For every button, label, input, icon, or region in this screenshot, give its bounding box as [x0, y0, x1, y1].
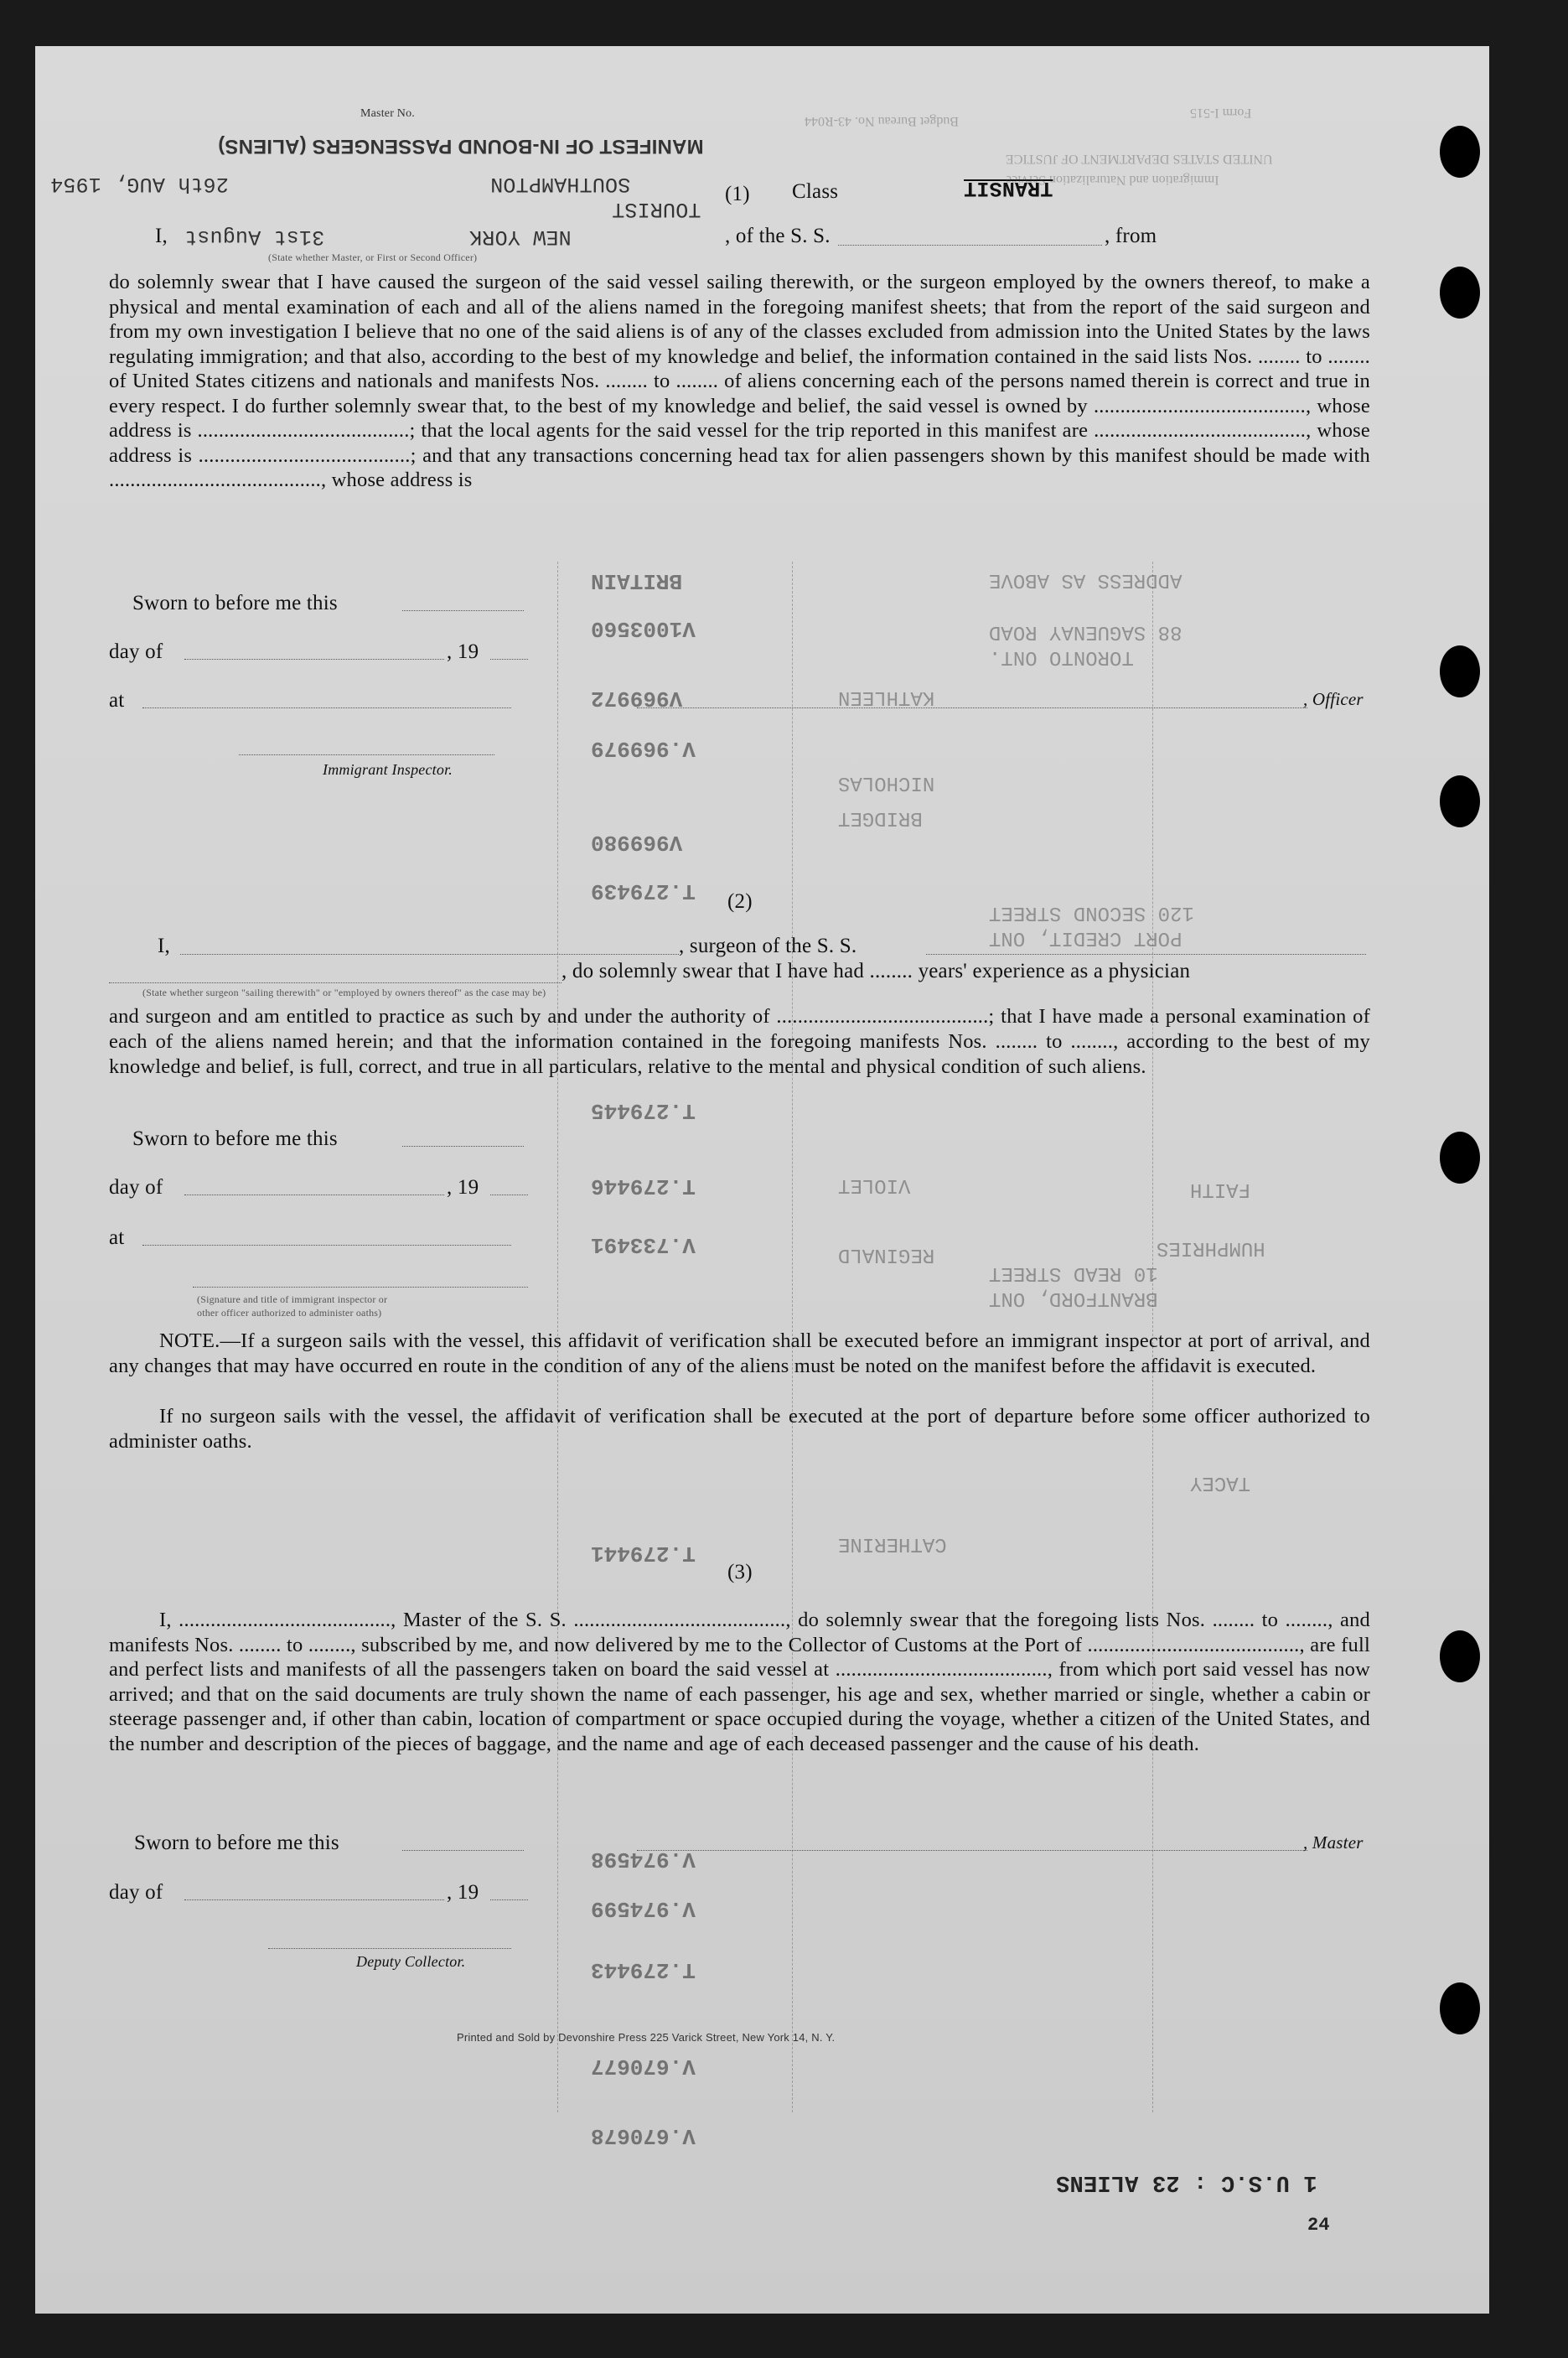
affidavit1-body: do solemnly swear that I have caused the surgeon of the said vessel sailing therewith, or the surgeon employed by the owners thereof, to make a physical and mental examination of each and all of the aliens named in the foregoing manifest sheets; that from the report of the said surgeon and from my own investigation I believe that no one of the said aliens is of any of the classes excluded from admission into the United States by the laws regulating immigration; and that also, according to the best of my knowledge and belief, the information contained in the said lists Nos. ........ to ........ of United States citizens and nationals and manifests Nos. ........ to ........ of aliens concerning each of the persons named therein is correct and true in every respect. I do further solemnly swear that, to the best of my knowledge and belief, the said vessel is owned by ........................................, whose address is ........................................; that the local agents for the said vessel for the trip reported in this manifest are ........................................, whose address is ........................................; and that any transactions concerning head tax for alien passengers shown by this manifest should be made with ........................................, whose address is	[109, 271, 1370, 491]
service-name: Immigration and Naturalization Service	[1006, 173, 1219, 187]
punch-hole	[1440, 775, 1480, 827]
stamp-date: 31st August	[184, 225, 325, 249]
at-field-2	[142, 1245, 511, 1246]
bleed-text: NICHOLAS	[838, 771, 935, 794]
inspector-label: Immigrant Inspector.	[323, 761, 453, 778]
bleed-text: BRIDGET	[838, 806, 923, 829]
punch-hole	[1440, 126, 1480, 178]
sworn-field-1	[402, 610, 524, 611]
bleed-text: V1003560	[591, 616, 696, 641]
bleed-text: VIOLET	[838, 1174, 911, 1196]
bleed-text: T.279441	[591, 1541, 696, 1566]
bleed-text: T.279446	[591, 1174, 696, 1199]
bottom-code: 1 U.S.C : 23 ALIENS	[1056, 2169, 1317, 2195]
affidavit2-i: I,	[158, 935, 170, 957]
day-of-label-2: day of	[109, 1176, 163, 1199]
section-1-number: (1)	[725, 183, 750, 205]
officer-label: , Officer	[1303, 689, 1364, 709]
master-label: , Master	[1303, 1832, 1364, 1853]
bleed-text: V.670678	[591, 2123, 696, 2148]
affidavit2-caption: (State whether surgeon "sailing therewith" or "employed by owners thereof" as the case may be)	[142, 987, 546, 998]
bleed-text: V.974598	[591, 1847, 696, 1872]
vessel-name-field-2	[926, 954, 1366, 955]
form-id: Form I-515	[1190, 106, 1252, 120]
punch-hole	[1440, 267, 1480, 319]
bleed-text: V.733491	[591, 1232, 696, 1257]
bleed-text: KATHLEEN	[838, 686, 935, 708]
bleed-text: T.279443	[591, 1957, 696, 1982]
bleed-text: V969972	[591, 686, 683, 711]
sworn-field-3	[402, 1850, 524, 1851]
class-value: TOURIST	[612, 197, 701, 221]
printer-imprint: Printed and Sold by Devonshire Press 225 Varick Street, New York 14, N. Y.	[457, 2031, 836, 2044]
day-field-1	[184, 659, 444, 660]
affidavit1-from: , from	[1105, 225, 1157, 247]
bleed-text: V.974599	[591, 1896, 696, 1921]
port-from: SOUTHAMPTON	[490, 172, 631, 196]
vessel-name-field	[838, 245, 1102, 246]
at-label-1: at	[109, 689, 125, 712]
bleed-text: CATHERINE	[838, 1532, 947, 1555]
day-of-label-1: day of	[109, 640, 163, 663]
affidavit2-vessel: , surgeon of the S. S.	[679, 935, 857, 957]
affidavit3-body: I, ........................................, Master of the S. S. ........................................, do solemnly swear that the foregoing lists Nos. ........ to ........, and manifests Nos. ........ to ........, subscribed by me, and now delivered by me to the Collector of Customs at the Port of ........................................, are full and perfect lists and manifests of all the passengers taken on board the said vessel at ........................................, from which port said vessel has now arrived; and that on the said documents are truly shown the name of each passenger, his age and sex, whether married or single, whether a cabin or steerage passenger and, if other than cabin, location of compartment or space occupied during the voyage, whether a citizen of the United States, and the number and description of the pieces of baggage, and the name and age of each deceased passenger and the cause of his death.	[109, 1609, 1370, 1755]
year-label-2: , 19	[447, 1176, 479, 1199]
master-signature-field	[637, 1850, 1307, 1851]
bleed-text: V.670677	[591, 2054, 696, 2079]
at-label-2: at	[109, 1226, 125, 1249]
manifest-title: MANIFEST OF IN-BOUND PASSENGERS (ALIENS)	[218, 135, 704, 158]
bleed-text: 120 SECOND STREET	[989, 901, 1194, 924]
affidavit1-caption: (State whether Master, or First or Second Officer)	[268, 251, 478, 263]
collector-signature-field	[268, 1948, 511, 1949]
sworn-label-3: Sworn to before me this	[134, 1832, 339, 1854]
signature-caption-2: other officer authorized to administer oaths)	[197, 1307, 382, 1319]
affidavit1-i: I,	[155, 225, 168, 247]
sworn-label-1: Sworn to before me this	[132, 592, 338, 614]
bleed-column-divider	[1152, 562, 1153, 2112]
punch-hole	[1440, 1630, 1480, 1682]
transit-stamp: TRANSIT	[964, 176, 1053, 200]
section-3-number: (3)	[727, 1561, 753, 1583]
officer-signature-field	[637, 707, 1307, 708]
bleed-text: V969980	[591, 830, 683, 855]
section-2-number: (2)	[727, 890, 753, 913]
sworn-field-2	[402, 1146, 524, 1147]
bleed-text: BRITAIN	[591, 568, 683, 593]
master-number-label: Master No.	[360, 107, 415, 120]
class-label: Class	[792, 180, 839, 203]
punch-hole	[1440, 1132, 1480, 1184]
surgeon-status-field	[109, 982, 561, 983]
punch-hole	[1440, 645, 1480, 697]
signature-caption-1: (Signature and title of immigrant inspector or	[197, 1293, 388, 1305]
bleed-text: PORT CREDIT, ONT	[989, 926, 1182, 949]
bleed-column-divider	[557, 562, 558, 2112]
day-of-label-3: day of	[109, 1881, 163, 1904]
bleed-text: T.279439	[591, 878, 696, 904]
inspector-signature-field	[239, 754, 494, 755]
year-field-1	[490, 659, 528, 660]
bleed-text: T.279445	[591, 1098, 696, 1123]
punch-hole	[1440, 1982, 1480, 2034]
year-label-1: , 19	[447, 640, 479, 663]
bleed-text: HUMPHRIES	[1157, 1236, 1265, 1259]
bleed-text: TORONTO ONT.	[989, 645, 1134, 668]
arrival-date: 26th AUG, 1954	[50, 172, 229, 196]
affidavit1-vessel: , of the S. S.	[725, 225, 831, 247]
note-paragraph-2: If no surgeon sails with the vessel, the affidavit of verification shall be executed at the port of departure before some officer authorized to administer oaths.	[109, 1405, 1370, 1453]
bleed-text: FAITH	[1190, 1178, 1251, 1200]
day-field-3	[184, 1899, 444, 1900]
year-field-3	[490, 1899, 528, 1900]
affidavit2-body: and surgeon and am entitled to practice as such by and under the authority of ........................................; that I have made a personal examination of each of the aliens named herein; and that the information contained in the foregoing manifests Nos. ........ to ........, according to the best of my knowledge and belief, is full, correct, and true in all particulars, relative to the mental and physical condition of such aliens.	[109, 1005, 1370, 1078]
year-label-3: , 19	[447, 1881, 479, 1904]
surgeon-name-field	[180, 954, 679, 955]
note-paragraph-1: NOTE.—If a surgeon sails with the vessel, this affidavit of verification shall be executed before an immigrant inspector at port of arrival, and any changes that may have occurred en route in the condition of any of the aliens must be noted on the manifest before the affidavit is executed.	[109, 1329, 1370, 1377]
stamp-port: NEW YORK	[469, 225, 572, 249]
bleed-text: 88 SAGUENAY ROAD	[989, 620, 1182, 643]
affidavit2-experience: , do solemnly swear that I have had ........ years' experience as a physician	[561, 960, 1191, 982]
budget-bureau-number: Budget Bureau No. 43-R044	[805, 114, 959, 128]
bleed-text: TACEY	[1190, 1471, 1251, 1494]
bleed-text: REGINALD	[838, 1243, 935, 1266]
bleed-text: ADDRESS AS ABOVE	[989, 568, 1182, 591]
sworn-label-2: Sworn to before me this	[132, 1127, 338, 1150]
at-field-1	[142, 707, 511, 708]
bleed-text: BRANTFORD, ONT	[989, 1287, 1158, 1309]
bleed-text: 10 READ STREET	[989, 1262, 1158, 1284]
corner-number: 24	[1307, 2215, 1330, 2236]
bleed-column-divider	[792, 562, 793, 2112]
collector-label: Deputy Collector.	[356, 1953, 466, 1970]
inspector-signature-field-2	[193, 1287, 528, 1288]
department-name: UNITED STATES DEPARTMENT OF JUSTICE	[1006, 152, 1273, 166]
bleed-text: V.969979	[591, 736, 696, 761]
